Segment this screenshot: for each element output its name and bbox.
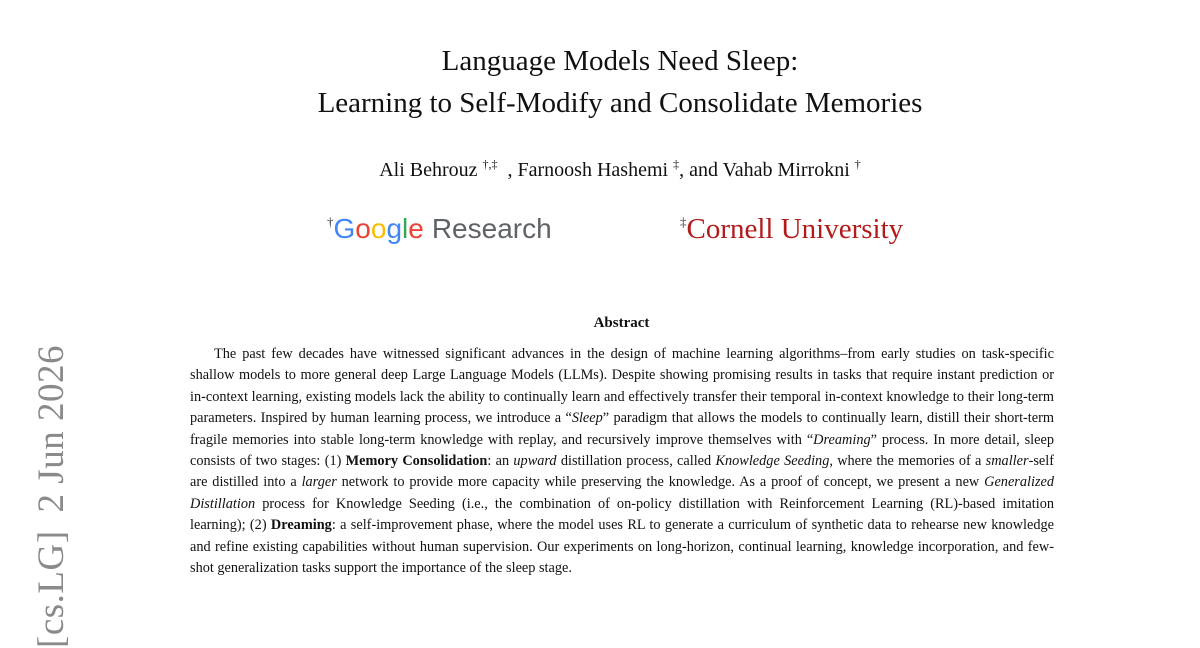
abstract-text: -self are distilled into a [190,453,1054,491]
abstract-text: , where the memories of a [829,453,986,470]
paper-title [0,40,1200,124]
arxiv-side-stamp [28,340,76,648]
emphasis-knowledge-seeding: Knowledge Seeding [715,453,830,470]
logo-research-text: Research [431,213,552,244]
term-dreaming: Dreaming [270,517,332,534]
abstract-paragraph [190,344,1054,579]
title-line-1: Language Models Need Sleep: [441,45,799,77]
emphasis-sleep: Sleep [571,410,603,427]
affiliation-mark: ‡ [680,214,687,229]
arxiv-category: [cs.LG] [31,530,72,648]
abstract-text: distillation process, called [556,453,716,470]
logo-letter: g [386,213,403,244]
emphasis-upward: upward [513,453,557,470]
google-research-logo [327,209,552,253]
abstract-text: The past few decades have witnessed significant advances in the design of machine learning algorithms–from early studies on task-specific shallow models to more general deep Large Language Models (LLMs). Despite showing promising results in tasks that require instant prediction or in-context learning, existing models lack the ability to continually learn and effectively transfer their temporal in-context knowledge to their long-term parameters. Inspired by human learning process, we introduce a “ [190,346,1054,427]
abstract-text: network to provide more capacity while preserving the knowledge. As a proof of concept, we present a new [336,474,985,491]
author-list [0,156,1200,184]
abstract-text: ” process. In more detail, sleep consists of two stages: (1) [190,431,1054,470]
cornell-university-logo [680,209,903,253]
abstract-body [190,344,1054,579]
abstract-text: : a self-improvement phase, where the model uses RL to generate a curriculum of synthetic data to rehearse new knowledge and refine existing capabilities without human supervision. Our experiments on long-horizon, continual learning, knowledge incorporation, and few-shot generalization tasks support the importance of the sleep stage. [190,517,1054,577]
cornell-name: Cornell University [686,213,904,245]
emphasis-dreaming: Dreaming [813,431,871,448]
author-name: , and Vahab Mirrokni [679,159,850,181]
arxiv-date: 2 Jun 2026 [31,345,72,513]
author-affiliation-marks: ‡ [673,157,680,171]
emphasis-smaller: smaller [985,453,1029,470]
abstract-text: process for Knowledge Seeding (i.e., the combination of on-policy distillation with Reinforcement Learning (RL)-based imitation learning); (2) [190,495,1054,534]
author-name: , Farnoosh Hashemi [507,159,669,181]
logo-letter: o [370,213,387,244]
logo-letter: l [402,213,409,244]
abstract-text: : an [487,453,514,470]
title-line-2: Learning to Self-Modify and Consolidate Memories [317,87,923,119]
logo-letter: e [408,213,424,244]
logo-letter: G [333,213,356,244]
author-name: Ali Behrouz [379,159,478,181]
affiliation-mark: † [327,214,334,229]
logo-letter: o [355,213,371,244]
author-affiliation-marks: †,‡ [482,157,498,171]
author-affiliation-marks: † [854,157,861,171]
abstract-heading: Abstract [593,315,650,331]
emphasis-generalized-distillation: Generalized Distillation [190,474,1055,512]
emphasis-larger: larger [301,474,337,491]
abstract-text: ” paradigm that allows the models to continually learn, distill their short-term fragile memories into stable long-term knowledge with replay, and recursively improve themselves with “ [190,410,1055,448]
term-memory-consolidation: Memory Consolidation [345,453,488,470]
